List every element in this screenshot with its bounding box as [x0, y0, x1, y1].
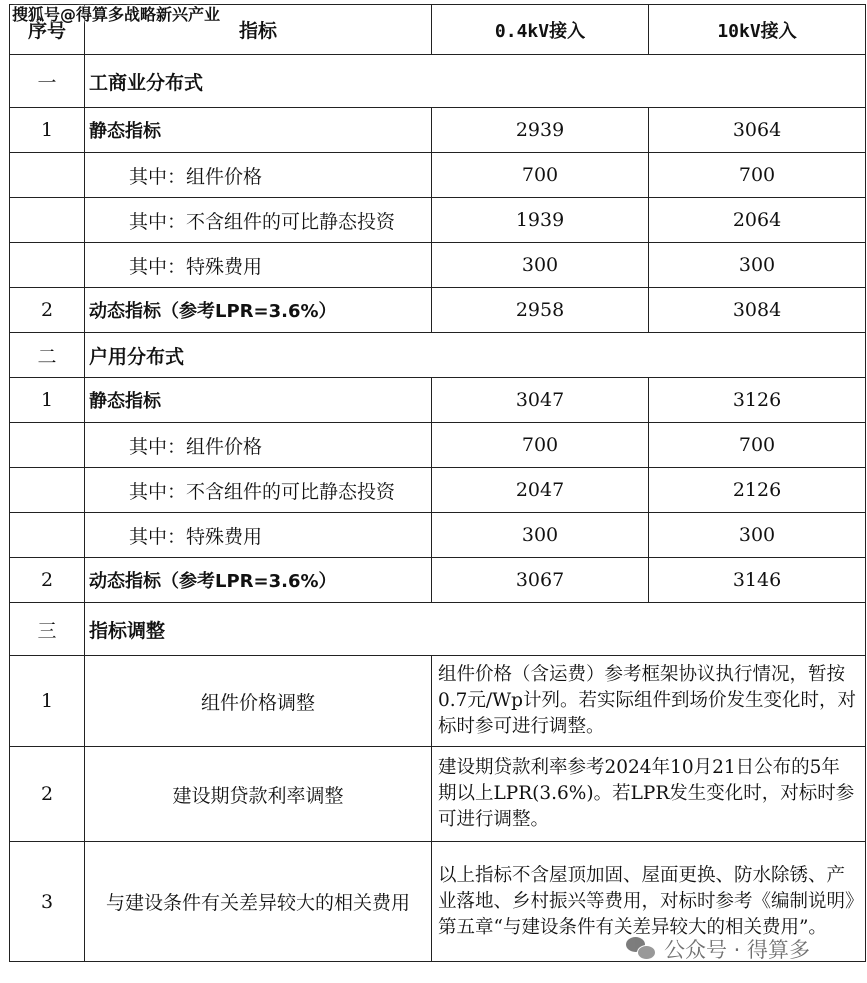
row-no: 3	[10, 842, 85, 962]
row-label: 动态指标（参考LPR=3.6%）	[85, 288, 432, 333]
row-label: 其中：不含组件的可比静态投资	[85, 198, 432, 243]
table-row	[10, 153, 866, 198]
header-indicator: 指标	[85, 5, 432, 55]
cell-value-b: 2126	[649, 468, 866, 513]
section-title: 指标调整	[85, 603, 866, 656]
row-no: 1	[10, 108, 85, 153]
cell-value-b: 300	[649, 513, 866, 558]
row-no	[10, 153, 85, 198]
cell-value-a: 700	[432, 423, 649, 468]
cell-value-a: 300	[432, 513, 649, 558]
cell-value-b: 3126	[649, 378, 866, 423]
cell-value-b: 3084	[649, 288, 866, 333]
row-label: 静态指标	[85, 108, 432, 153]
row-no: 2	[10, 558, 85, 603]
cell-value-a: 2939	[432, 108, 649, 153]
row-no: 1	[10, 378, 85, 423]
table-row	[10, 198, 866, 243]
section-row	[10, 55, 866, 108]
cell-value-a: 300	[432, 243, 649, 288]
table-row	[10, 423, 866, 468]
row-label: 组件价格调整	[85, 656, 432, 747]
row-no	[10, 198, 85, 243]
section-title: 工商业分布式	[85, 55, 866, 108]
row-no	[10, 243, 85, 288]
table-row	[10, 513, 866, 558]
row-no	[10, 423, 85, 468]
row-no: 2	[10, 288, 85, 333]
table-row	[10, 468, 866, 513]
header-col-a: 0.4kV接入	[432, 5, 649, 55]
cell-value-a: 700	[432, 153, 649, 198]
row-no	[10, 468, 85, 513]
row-note: 以上指标不含屋顶加固、屋面更换、防水除锈、产业落地、乡村振兴等费用，对标时参考《编制说明》第五章“与建设条件有关差异较大的相关费用”。	[432, 842, 866, 962]
watermark-bottom-text: 公众号 · 得算多	[664, 938, 811, 962]
row-note: 组件价格（含运费）参考框架协议执行情况，暂按0.7元/Wp计列。若实际组件到场价发生变化时，对标时参可进行调整。	[432, 656, 866, 747]
row-label: 其中：组件价格	[85, 423, 432, 468]
row-no: 1	[10, 656, 85, 747]
section-no: 二	[10, 333, 85, 378]
table-row	[10, 747, 866, 842]
header-no: 序号	[10, 5, 85, 55]
cell-value-b: 700	[649, 153, 866, 198]
cell-value-a: 1939	[432, 198, 649, 243]
section-row	[10, 603, 866, 656]
header-col-b: 10kV接入	[649, 5, 866, 55]
cell-value-b: 700	[649, 423, 866, 468]
section-row	[10, 333, 866, 378]
cell-value-a: 2958	[432, 288, 649, 333]
table-row	[10, 558, 866, 603]
row-label: 其中：特殊费用	[85, 513, 432, 558]
cell-value-b: 3064	[649, 108, 866, 153]
wechat-icon	[626, 937, 656, 961]
section-no: 一	[10, 55, 85, 108]
row-label: 其中：特殊费用	[85, 243, 432, 288]
watermark-top: 搜狐号@得算多战略新兴产业	[12, 5, 221, 24]
row-note: 建设期贷款利率参考2024年10月21日公布的5年期以上LPR(3.6%)。若LPR发生变化时，对标时参可进行调整。	[432, 747, 866, 842]
table-row	[10, 288, 866, 333]
investment-indicator-table	[9, 4, 866, 962]
table-row	[10, 656, 866, 747]
row-label: 其中：组件价格	[85, 153, 432, 198]
row-no: 2	[10, 747, 85, 842]
row-label: 与建设条件有关差异较大的相关费用	[85, 842, 432, 962]
row-no	[10, 513, 85, 558]
table-row	[10, 243, 866, 288]
section-title: 户用分布式	[85, 333, 866, 378]
section-no: 三	[10, 603, 85, 656]
table-row	[10, 378, 866, 423]
cell-value-b: 3146	[649, 558, 866, 603]
row-label: 动态指标（参考LPR=3.6%）	[85, 558, 432, 603]
cell-value-b: 2064	[649, 198, 866, 243]
row-label: 静态指标	[85, 378, 432, 423]
cell-value-b: 300	[649, 243, 866, 288]
cell-value-a: 3047	[432, 378, 649, 423]
row-label: 建设期贷款利率调整	[85, 747, 432, 842]
row-label: 其中：不含组件的可比静态投资	[85, 468, 432, 513]
cell-value-a: 3067	[432, 558, 649, 603]
cell-value-a: 2047	[432, 468, 649, 513]
table-row	[10, 108, 866, 153]
watermark-bottom	[626, 934, 810, 964]
